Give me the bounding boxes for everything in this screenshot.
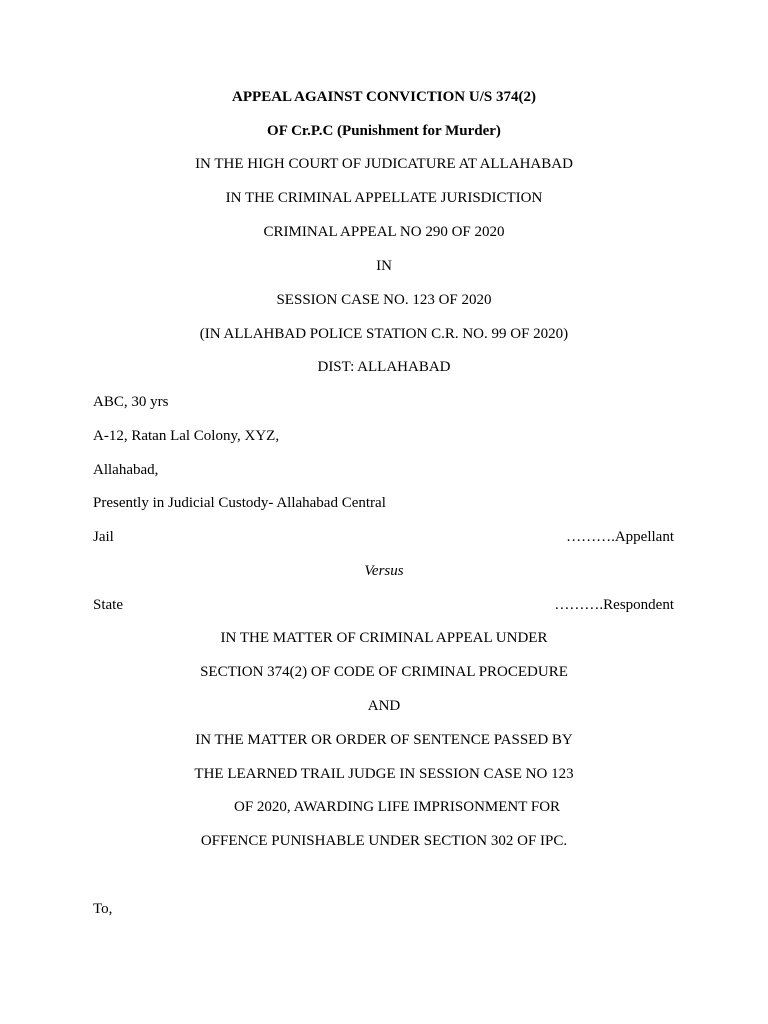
appellant-address-line-1: A-12, Ratan Lal Colony, XYZ, bbox=[93, 428, 280, 444]
title-line-2: OF Cr.P.C (Punishment for Murder) bbox=[267, 123, 501, 139]
appellant-role: ……….Appellant bbox=[566, 529, 674, 545]
jurisdiction: IN THE CRIMINAL APPELLATE JURISDICTION bbox=[225, 190, 543, 206]
district: DIST: ALLAHABAD bbox=[317, 359, 451, 375]
title-line-1: APPEAL AGAINST CONVICTION U/S 374(2) bbox=[232, 89, 536, 105]
in-word: IN bbox=[376, 258, 392, 274]
matter-line: IN THE MATTER OR ORDER OF SENTENCE PASSED BY bbox=[195, 732, 573, 748]
matter-line: OF 2020, AWARDING LIFE IMPRISONMENT FOR bbox=[234, 799, 561, 815]
appellant-custody-line-2: Jail bbox=[93, 529, 114, 545]
matter-line: IN THE MATTER OF CRIMINAL APPEAL UNDER bbox=[220, 630, 548, 646]
appeal-number: CRIMINAL APPEAL NO 290 OF 2020 bbox=[263, 224, 505, 240]
matter-line: SECTION 374(2) OF CODE OF CRIMINAL PROCEDURE bbox=[200, 664, 568, 680]
court-name: IN THE HIGH COURT OF JUDICATURE AT ALLAHABAD bbox=[195, 156, 573, 172]
matter-line: THE LEARNED TRAIL JUDGE IN SESSION CASE NO 123 bbox=[194, 766, 574, 782]
police-station: (IN ALLAHBAD POLICE STATION C.R. NO. 99 OF 2020) bbox=[199, 326, 569, 342]
session-case: SESSION CASE NO. 123 OF 2020 bbox=[276, 292, 492, 308]
appellant-name-age: ABC, 30 yrs bbox=[93, 394, 169, 410]
salutation: To, bbox=[93, 901, 113, 917]
respondent-role: ……….Respondent bbox=[554, 597, 674, 613]
matter-line: AND bbox=[367, 698, 401, 714]
appellant-custody-line-1: Presently in Judicial Custody- Allahabad Central bbox=[93, 495, 386, 511]
respondent-name: State bbox=[93, 597, 123, 613]
appellant-address-line-2: Allahabad, bbox=[93, 462, 159, 478]
matter-line: OFFENCE PUNISHABLE UNDER SECTION 302 OF IPC. bbox=[200, 833, 568, 849]
versus-label: Versus bbox=[364, 563, 404, 579]
